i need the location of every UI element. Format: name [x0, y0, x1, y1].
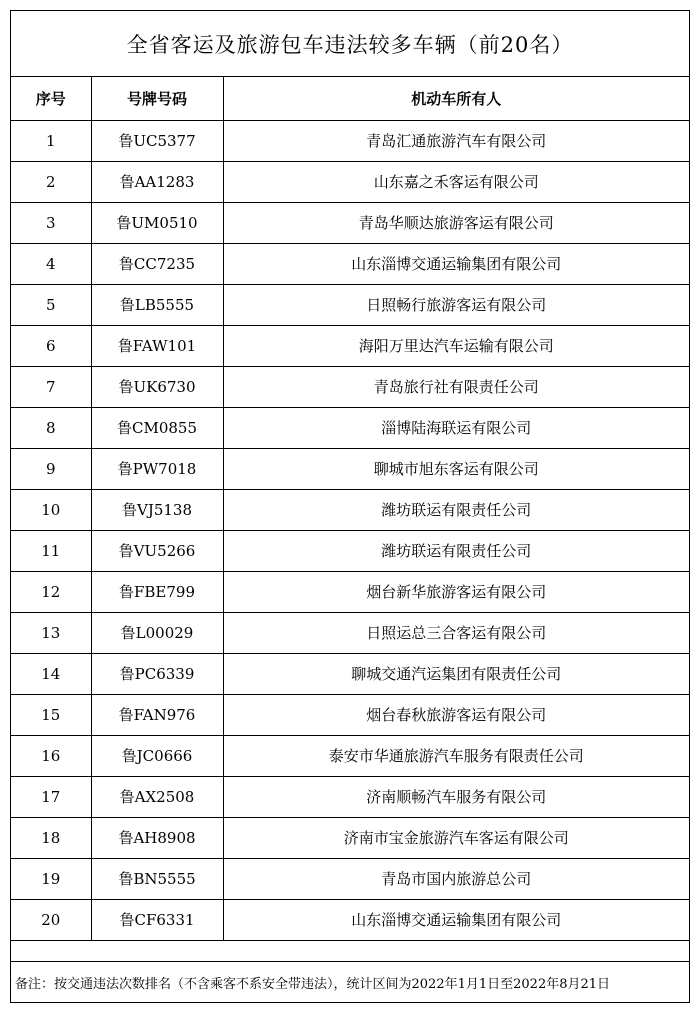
cell-index: 20 [11, 899, 91, 940]
cell-plate: 鲁FAN976 [91, 694, 223, 735]
table-row [11, 899, 689, 940]
cell-index: 2 [11, 161, 91, 202]
cell-plate: 鲁FBE799 [91, 571, 223, 612]
cell-plate: 鲁AH8908 [91, 817, 223, 858]
cell-plate: 鲁LB5555 [91, 284, 223, 325]
cell-plate: 鲁VU5266 [91, 530, 223, 571]
cell-plate: 鲁BN5555 [91, 858, 223, 899]
cell-index: 3 [11, 202, 91, 243]
cell-plate: 鲁VJ5138 [91, 489, 223, 530]
cell-index: 8 [11, 407, 91, 448]
table-row [11, 120, 689, 161]
table-row [11, 489, 689, 530]
cell-index: 6 [11, 325, 91, 366]
table-row [11, 161, 689, 202]
cell-plate: 鲁UC5377 [91, 120, 223, 161]
table-row [11, 653, 689, 694]
table-header-row [11, 77, 689, 120]
table-row [11, 735, 689, 776]
cell-owner: 青岛华顺达旅游客运有限公司 [223, 202, 689, 243]
table-row [11, 817, 689, 858]
cell-index: 4 [11, 243, 91, 284]
cell-owner: 潍坊联运有限责任公司 [223, 530, 689, 571]
cell-owner: 潍坊联运有限责任公司 [223, 489, 689, 530]
cell-plate: 鲁CF6331 [91, 899, 223, 940]
table-row [11, 571, 689, 612]
table-row [11, 202, 689, 243]
table-row [11, 366, 689, 407]
cell-owner: 日照畅行旅游客运有限公司 [223, 284, 689, 325]
cell-owner: 淄博陆海联运有限公司 [223, 407, 689, 448]
table-row [11, 612, 689, 653]
cell-plate: 鲁PC6339 [91, 653, 223, 694]
cell-owner: 烟台新华旅游客运有限公司 [223, 571, 689, 612]
table-row [11, 448, 689, 489]
cell-index: 10 [11, 489, 91, 530]
cell-owner: 聊城市旭东客运有限公司 [223, 448, 689, 489]
cell-owner: 聊城交通汽运集团有限责任公司 [223, 653, 689, 694]
header-index: 序号 [11, 77, 91, 120]
cell-owner: 青岛旅行社有限责任公司 [223, 366, 689, 407]
cell-index: 15 [11, 694, 91, 735]
cell-index: 14 [11, 653, 91, 694]
cell-index: 17 [11, 776, 91, 817]
cell-owner: 泰安市华通旅游汽车服务有限责任公司 [223, 735, 689, 776]
cell-plate: 鲁UK6730 [91, 366, 223, 407]
cell-plate: 鲁PW7018 [91, 448, 223, 489]
cell-index: 19 [11, 858, 91, 899]
page-title: 全省客运及旅游包车违法较多车辆（前20名） [11, 11, 689, 77]
cell-owner: 山东淄博交通运输集团有限公司 [223, 243, 689, 284]
table-row [11, 284, 689, 325]
violation-table [11, 77, 689, 941]
cell-owner: 山东淄博交通运输集团有限公司 [223, 899, 689, 940]
footnote: 备注：按交通违法次数排名（不含乘客不系安全带违法），统计区间为2022年1月1日至2022年8月21日 [11, 961, 689, 1002]
cell-index: 16 [11, 735, 91, 776]
cell-owner: 济南顺畅汽车服务有限公司 [223, 776, 689, 817]
table-row [11, 694, 689, 735]
table-row [11, 530, 689, 571]
cell-index: 7 [11, 366, 91, 407]
cell-plate: 鲁AA1283 [91, 161, 223, 202]
cell-owner: 海阳万里达汽车运输有限公司 [223, 325, 689, 366]
cell-index: 18 [11, 817, 91, 858]
cell-plate: 鲁CM0855 [91, 407, 223, 448]
table-row [11, 325, 689, 366]
cell-index: 9 [11, 448, 91, 489]
cell-owner: 青岛市国内旅游总公司 [223, 858, 689, 899]
cell-index: 1 [11, 120, 91, 161]
table-body [11, 120, 689, 940]
cell-plate: 鲁UM0510 [91, 202, 223, 243]
table-row [11, 858, 689, 899]
cell-index: 12 [11, 571, 91, 612]
cell-owner: 山东嘉之禾客运有限公司 [223, 161, 689, 202]
header-plate: 号牌号码 [91, 77, 223, 120]
cell-index: 13 [11, 612, 91, 653]
cell-index: 5 [11, 284, 91, 325]
cell-plate: 鲁L00029 [91, 612, 223, 653]
cell-plate: 鲁CC7235 [91, 243, 223, 284]
cell-owner: 济南市宝金旅游汽车客运有限公司 [223, 817, 689, 858]
table-row [11, 776, 689, 817]
cell-owner: 烟台春秋旅游客运有限公司 [223, 694, 689, 735]
cell-owner: 青岛汇通旅游汽车有限公司 [223, 120, 689, 161]
cell-plate: 鲁JC0666 [91, 735, 223, 776]
header-owner: 机动车所有人 [223, 77, 689, 120]
cell-plate: 鲁FAW101 [91, 325, 223, 366]
cell-plate: 鲁AX2508 [91, 776, 223, 817]
table-row [11, 243, 689, 284]
table-row [11, 407, 689, 448]
document-sheet [10, 10, 690, 1003]
cell-index: 11 [11, 530, 91, 571]
cell-owner: 日照运总三合客运有限公司 [223, 612, 689, 653]
